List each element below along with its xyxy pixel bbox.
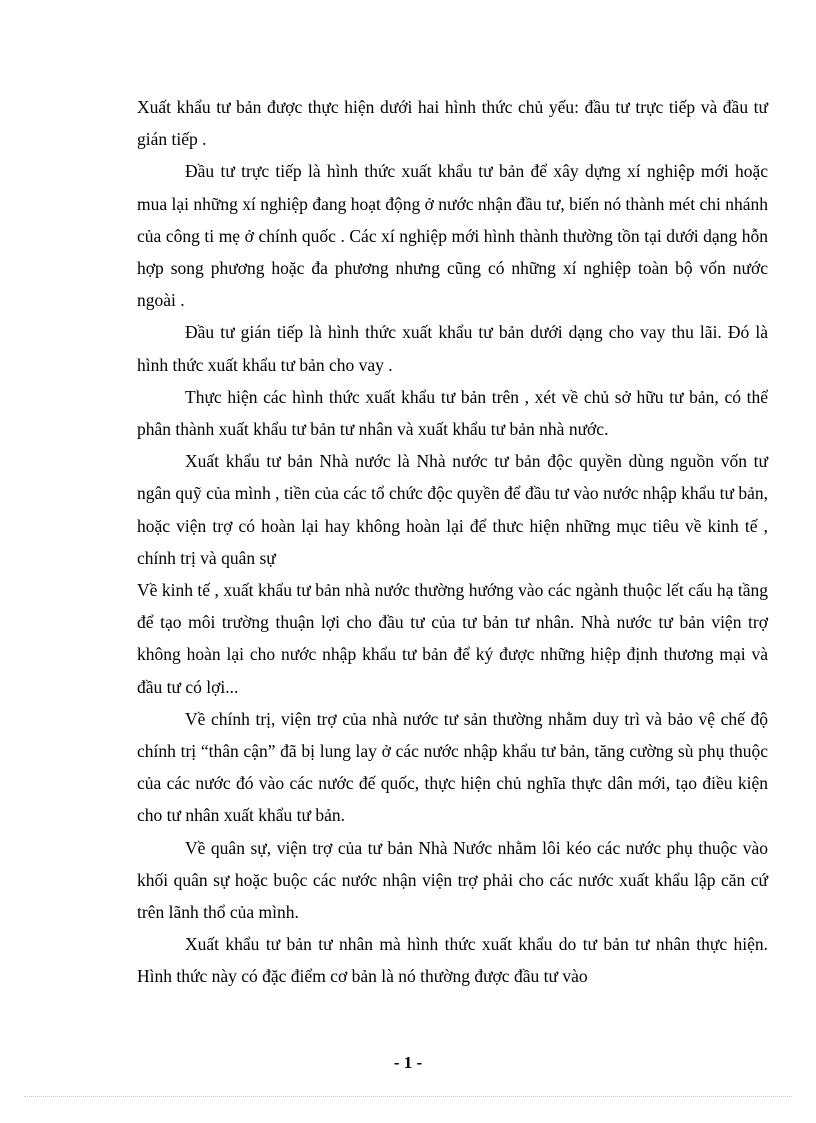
paragraph-4: Thực hiện các hình thức xuất khẩu tư bản trên , xét về chủ sở hữu tư bản, có thể phân thành xuất khẩu tư bản tư nhân và xuất khẩu tư bản nhà nước. (137, 386, 768, 440)
paragraph-9: Xuất khẩu tư bản tư nhân mà hình thức xuất khẩu do tư bản tư nhân thực hiện. Hình thức này có đặc điểm cơ bản là nó thường được đầu tư vào (137, 934, 768, 987)
paragraph-3: Đầu tư gián tiếp là hình thức xuất khẩu tư bản dưới dạng cho vay thu lãi. Đó là hình thức xuất khẩu tư bản cho vay . (137, 322, 768, 375)
page-number: - 1 - (393, 1053, 423, 1072)
page-bottom-divider (24, 1096, 792, 1097)
paragraph-6: Về kinh tế , xuất khẩu tư bản nhà nước thường hướng vào các ngành thuộc lết cấu hạ tầng để tạo môi trường thuận lợi cho đầu tư của tư bản tư nhân. Nhà nước tư bản viện trợ không hoàn lại cho nước nhập khẩu tư bản để ký được những hiệp định thương mại và đầu tư có lợi... (137, 580, 768, 697)
paragraph-7: Về chính trị, viện trợ của nhà nước tư sản thường nhằm duy trì và bảo vệ chế độ chính trị “thân cận” đã bị lung lay ở các nước nhập khẩu tư bản, tăng cường sù phụ thuộc của các nước đó vào các nước đế quốc, thực hiện chủ nghĩa thực dân mới, tạo điều kiện cho tư nhân xuất khẩu tư bản. (137, 708, 768, 826)
paragraph-5: Xuất khẩu tư bản Nhà nước là Nhà nước tư bản độc quyền dùng nguồn vốn tư ngân quỹ của mình , tiền của các tổ chức độc quyền để đầu tư vào nước nhập khẩu tư bản, hoặc viện trợ có hoàn lại hay không hoàn lại để thưc hiện những mục tiêu về kinh tế , chính trị và quân sự (137, 451, 768, 568)
paragraph-1: Xuất khẩu tư bản được thực hiện dưới hai hình thức chủ yếu: đầu tư trực tiếp và đầu tư gián tiếp . (137, 97, 768, 150)
paragraph-8: Về quân sự, viện trợ của tư bản Nhà Nước nhằm lôi kéo các nước phụ thuộc vào khối quân sự hoặc buộc các nước nhận viện trợ phải cho các nước xuất khẩu lập căn cứ trên lãnh thổ của mình. (137, 837, 768, 923)
paragraph-2: Đầu tư trực tiếp là hình thức xuất khẩu tư bản để xây dựng xí nghiệp mới hoặc mua lại những xí nghiệp đang hoạt động ở nước nhận đầu tư, biến nó thành mét chi nhánh của công ti mẹ ở chính quốc . Các xí nghiệp mới hình thành thường tồn tại dưới dạng hỗn hợp song phương hoặc đa phương nhưng cũng có những xí nghiệp toàn bộ vốn nước ngoài . (137, 161, 768, 311)
document-body (137, 91, 768, 993)
